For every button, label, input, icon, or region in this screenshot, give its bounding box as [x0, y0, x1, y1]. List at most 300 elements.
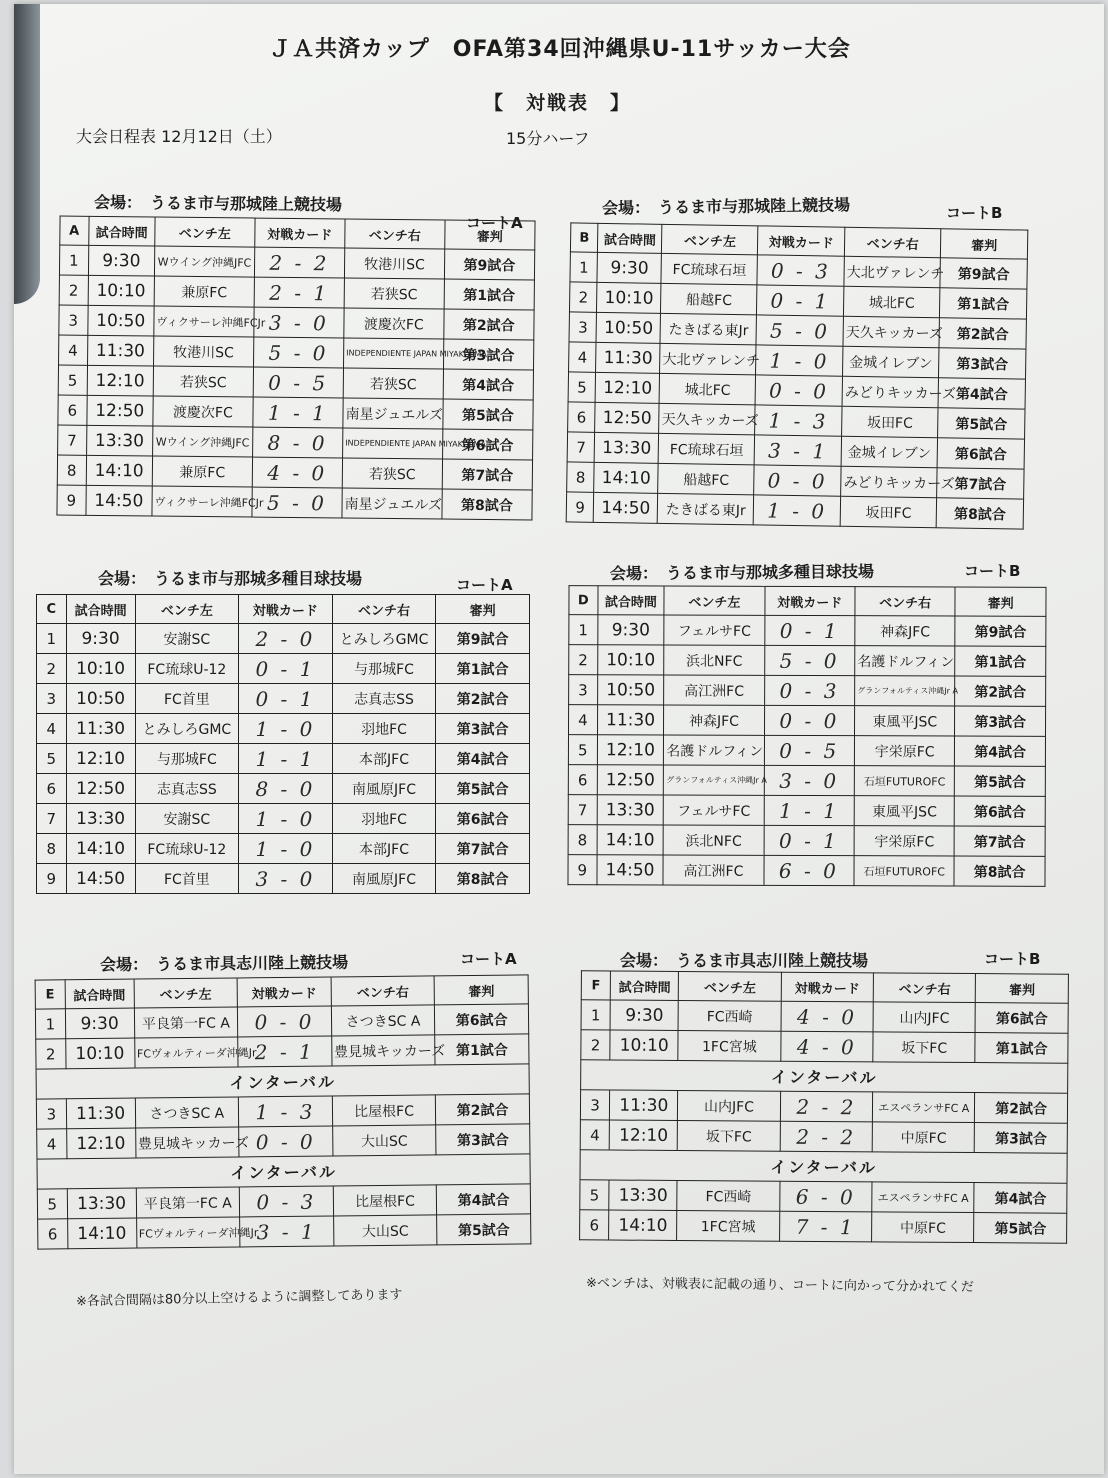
referee-assignment: 第5試合: [938, 408, 1025, 439]
court-label-c: コートA: [456, 576, 513, 594]
bench-left-team: とみしろGMC: [135, 714, 239, 744]
bench-left-team: さつきSC A: [135, 1097, 239, 1128]
table-row: [569, 645, 1046, 677]
match-number: 6: [58, 395, 87, 425]
schedule-table-a: [56, 216, 535, 521]
match-time: 11:30: [66, 1098, 135, 1129]
column-header: 審判: [434, 975, 528, 1005]
match-number: 9: [568, 855, 597, 885]
column-header: 対戦カード: [237, 977, 331, 1007]
bench-right-team: 南星ジュエルズ: [343, 398, 443, 429]
bench-left-team: FCヴォルティーダ沖縄Jr: [134, 1037, 238, 1068]
venue-label-c: 会場： うるま市与那城多種目球技場: [98, 569, 363, 588]
referee-assignment: 第4試合: [955, 736, 1046, 766]
match-score: 1 - 0: [239, 714, 333, 744]
match-score: 7 - 1: [779, 1211, 872, 1242]
referee-assignment: 第4試合: [437, 1184, 531, 1215]
referee-assignment: 第9試合: [940, 258, 1027, 289]
bench-right-team: さつきSC A: [331, 1005, 435, 1036]
referee-assignment: 第3試合: [975, 1123, 1068, 1154]
bench-right-team: 比屋根FC: [332, 1095, 436, 1126]
match-number: 6: [568, 402, 596, 432]
match-score: 0 - 1: [757, 285, 844, 316]
match-time: 14:50: [66, 864, 135, 894]
match-number: 5: [58, 365, 87, 395]
column-header: ベンチ右: [332, 595, 436, 624]
match-score: 2 - 0: [239, 624, 333, 654]
bench-right-team: 比屋根FC: [333, 1185, 437, 1216]
table-header-row: [37, 595, 530, 624]
match-number: 2: [569, 282, 597, 312]
bench-right-team: 石垣FUTUROFC: [854, 856, 954, 886]
referee-assignment: 第4試合: [974, 1183, 1067, 1214]
match-number: 8: [568, 825, 597, 855]
bench-right-team: みどりキッカーズ: [842, 376, 938, 408]
match-number: 2: [37, 654, 67, 684]
bench-right-team: エスペランサFC A: [873, 1092, 975, 1123]
match-time: 11:30: [597, 705, 664, 735]
column-header: ベンチ右: [345, 219, 445, 249]
match-time: 9:30: [65, 1008, 134, 1039]
table-row: [37, 714, 530, 744]
table-row: [37, 834, 530, 864]
match-number: 8: [57, 455, 86, 485]
court-label-b: コートB: [946, 204, 1003, 222]
match-time: 12:10: [66, 1128, 135, 1159]
bench-left-team: 城北FC: [659, 373, 755, 405]
bench-left-team: 与那城FC: [135, 744, 239, 774]
table-header-row: [569, 586, 1046, 617]
referee-assignment: 第2試合: [436, 684, 530, 714]
referee-assignment: 第4試合: [938, 378, 1025, 409]
match-time: 12:50: [86, 395, 153, 426]
block-id: D: [569, 586, 598, 615]
match-time: 14:10: [66, 834, 135, 864]
bench-left-team: 名護ドルフィン: [664, 735, 764, 765]
bench-right-team: 宇栄原FC: [855, 736, 955, 766]
bench-left-team: 浜北NFC: [663, 825, 763, 855]
interval-label: インターバル: [581, 1060, 1068, 1093]
referee-assignment: 第9試合: [955, 616, 1046, 646]
venue-label-b: 会場： うるま市与那城陸上競技場: [601, 195, 851, 218]
column-header: 試合時間: [65, 979, 134, 1009]
referee-assignment: 第3試合: [955, 706, 1046, 736]
bench-right-team: 坂田FC: [842, 406, 938, 438]
match-score: 0 - 1: [764, 615, 855, 645]
table-row: [37, 744, 530, 774]
match-time: 13:30: [86, 425, 153, 456]
bench-left-team: 兼原FC: [154, 276, 254, 307]
referee-assignment: 第7試合: [442, 459, 533, 490]
referee-assignment: 第1試合: [436, 654, 530, 684]
bench-left-team: 兼原FC: [152, 456, 252, 487]
bench-left-team: 船越FC: [658, 463, 754, 495]
bench-left-team: 安謝SC: [135, 804, 239, 834]
match-number: 5: [568, 735, 597, 765]
table-row: [57, 455, 532, 490]
match-number: 5: [580, 1180, 609, 1210]
referee-assignment: 第3試合: [939, 348, 1026, 379]
table-row: [37, 654, 530, 684]
schedule-table-d: [567, 585, 1046, 887]
bench-left-team: 平良第一FC A: [136, 1187, 240, 1218]
column-header: 試合時間: [610, 971, 678, 1000]
half-time-note: 15分ハーフ: [506, 129, 590, 148]
bench-right-team: 金城イレブン: [843, 346, 939, 378]
match-time: 14:10: [609, 1210, 677, 1240]
table-row: [568, 735, 1045, 767]
bench-right-team: 与那城FC: [332, 654, 436, 684]
match-number: 5: [568, 372, 596, 402]
bench-right-team: とみしろGMC: [332, 624, 436, 654]
referee-assignment: 第1試合: [955, 646, 1046, 676]
table-row: [568, 855, 1045, 887]
referee-assignment: 第6試合: [954, 796, 1045, 826]
venue-label-f: 会場： うるま市具志川陸上競技場: [620, 951, 869, 970]
table-row: [58, 395, 533, 430]
table-row: [568, 795, 1045, 827]
match-time: 13:30: [597, 795, 664, 825]
table-row: [581, 1030, 1068, 1063]
bench-left-team: FC琉球U-12: [135, 654, 239, 684]
match-time: 9:30: [597, 615, 664, 645]
match-score: 6 - 0: [764, 855, 855, 885]
match-score: 4 - 0: [780, 1031, 873, 1062]
bench-left-team: Wウイング沖縄JFC: [153, 426, 253, 457]
match-time: 12:50: [595, 402, 659, 433]
referee-assignment: 第7試合: [937, 468, 1024, 499]
referee-assignment: 第8試合: [936, 498, 1023, 529]
match-score: 0 - 0: [755, 375, 842, 406]
column-header: 試合時間: [66, 595, 135, 624]
referee-assignment: 第8試合: [436, 864, 530, 894]
column-header: 審判: [445, 220, 536, 250]
schedule-table-e: [35, 974, 532, 1249]
match-time: 10:50: [596, 312, 660, 343]
referee-assignment: 第3試合: [436, 714, 530, 744]
bench-left-team: 天久キッカーズ: [659, 403, 755, 435]
bench-right-team: 東風平JSC: [855, 706, 955, 736]
bench-right-team: 石垣FUTUROFC: [854, 766, 954, 796]
bench-right-team: INDEPENDIENTE JAPAN MIYAKOJIMA: [343, 428, 443, 459]
match-time: 11:30: [596, 342, 660, 373]
match-number: 7: [58, 425, 87, 455]
interval-label: インターバル: [37, 1154, 530, 1189]
table-row: [580, 1210, 1067, 1243]
table-row: [57, 485, 532, 520]
match-time: 10:10: [597, 282, 661, 313]
interval-label: インターバル: [580, 1150, 1067, 1183]
table-row: [59, 305, 534, 340]
schedule-sheet: [14, 4, 1104, 1474]
match-score: 5 - 0: [764, 645, 855, 675]
match-score: 1 - 0: [239, 804, 333, 834]
match-time: 12:50: [66, 774, 135, 804]
bench-left-team: 高江洲FC: [664, 675, 764, 705]
match-time: 9:30: [597, 252, 661, 283]
bench-left-team: 船越FC: [661, 283, 757, 315]
match-score: 0 - 5: [764, 735, 855, 765]
bench-right-team: 中原FC: [872, 1122, 974, 1153]
block-id: A: [60, 216, 89, 245]
schedule-date: 大会日程表 12月12日（土）: [76, 127, 282, 146]
match-time: 14:50: [597, 855, 664, 885]
match-time: 9:30: [66, 624, 135, 654]
column-header: 試合時間: [88, 216, 155, 246]
table-row: [59, 335, 534, 370]
match-number: 3: [580, 1090, 609, 1120]
binder-edge: [14, 4, 40, 304]
bench-right-team: 牧港川SC: [344, 248, 444, 279]
page-subtitle: 【 対戦表 】: [484, 92, 632, 114]
schedule-table-b: [566, 222, 1029, 529]
match-time: 12:10: [597, 735, 664, 765]
bench-right-team: 天久キッカーズ: [843, 316, 939, 348]
match-number: 7: [568, 795, 597, 825]
match-time: 9:30: [88, 245, 155, 276]
interval-label: インターバル: [36, 1064, 529, 1099]
court-label-a: コートA: [466, 214, 523, 232]
match-time: 10:10: [66, 654, 135, 684]
column-header: 対戦カード: [758, 226, 845, 256]
table-row: [59, 275, 534, 310]
bench-left-team: 高江洲FC: [663, 855, 763, 885]
bench-right-team: 山内JFC: [873, 1002, 975, 1033]
referee-assignment: 第2試合: [975, 1093, 1068, 1124]
match-number: 2: [569, 645, 598, 675]
referee-assignment: 第3試合: [436, 1124, 530, 1155]
match-score: 2 - 2: [780, 1121, 873, 1152]
referee-assignment: 第5試合: [437, 1214, 531, 1245]
bench-right-team: 羽地FC: [332, 804, 436, 834]
bench-right-team: 坂田FC: [840, 496, 936, 528]
table-row: [37, 864, 530, 894]
match-number: 9: [37, 864, 67, 894]
bench-left-team: FC琉球U-12: [135, 834, 239, 864]
match-score: 0 - 5: [253, 367, 344, 398]
match-score: 5 - 0: [252, 487, 343, 518]
match-score: 0 - 3: [757, 255, 844, 286]
bench-left-team: 志真志SS: [135, 774, 239, 804]
bench-left-team: 若狭SC: [153, 366, 253, 397]
match-number: 3: [37, 684, 67, 714]
table-row: [569, 675, 1046, 707]
match-number: 4: [580, 1120, 609, 1150]
match-score: 0 - 0: [238, 1006, 332, 1037]
match-number: 2: [36, 1039, 66, 1069]
bench-left-team: 大北ヴァレンチ: [660, 343, 756, 375]
bench-right-team: みどりキッカーズ: [841, 466, 937, 498]
match-score: 1 - 0: [754, 495, 841, 526]
match-number: 6: [38, 1219, 68, 1249]
match-time: 13:30: [66, 804, 135, 834]
match-number: 3: [569, 312, 597, 342]
match-number: 3: [36, 1099, 66, 1129]
referee-assignment: 第7試合: [954, 826, 1045, 856]
block-id: F: [581, 971, 610, 1000]
referee-assignment: 第5試合: [436, 774, 530, 804]
match-number: 6: [580, 1210, 609, 1240]
venue-label-a: 会場： うるま市与那城陸上競技場: [93, 192, 343, 215]
bench-left-team: フェルサFC: [664, 615, 764, 645]
match-number: 4: [59, 335, 88, 365]
column-header: ベンチ左: [134, 978, 238, 1008]
referee-assignment: 第8試合: [954, 856, 1045, 886]
table-row: [568, 825, 1045, 857]
match-score: 2 - 1: [254, 277, 345, 308]
court-label-e: コートA: [460, 950, 517, 968]
match-time: 9:30: [610, 1000, 678, 1030]
column-header: ベンチ左: [679, 971, 781, 1001]
bench-right-team: 本部JFC: [332, 834, 436, 864]
referee-assignment: 第1試合: [444, 279, 535, 310]
bench-left-team: Wウイング沖縄JFC: [154, 246, 254, 277]
bench-right-team: 宇栄原FC: [854, 826, 954, 856]
referee-assignment: 第5試合: [443, 399, 534, 430]
column-header: 試合時間: [598, 586, 665, 615]
match-time: 13:30: [67, 1188, 136, 1219]
match-number: 1: [569, 615, 598, 645]
match-number: 4: [569, 342, 597, 372]
match-time: 11:30: [66, 714, 135, 744]
bench-right-team: 大北ヴァレンチ: [844, 256, 940, 288]
column-header: ベンチ左: [135, 595, 239, 624]
match-time: 11:30: [87, 335, 154, 366]
match-score: 0 - 1: [239, 684, 333, 714]
referee-assignment: 第5試合: [974, 1213, 1067, 1244]
bench-right-team: 神森JFC: [855, 616, 955, 646]
referee-assignment: 第6試合: [442, 429, 533, 460]
match-time: 10:10: [610, 1030, 678, 1060]
bench-left-team: FC西崎: [678, 1000, 780, 1031]
match-score: 3 - 0: [764, 765, 855, 795]
match-time: 12:10: [66, 744, 135, 774]
match-number: 1: [570, 252, 598, 282]
schedule-table-c: [36, 594, 530, 894]
referee-assignment: 第9試合: [444, 249, 535, 280]
match-score: 2 - 1: [238, 1036, 332, 1067]
referee-assignment: 第6試合: [436, 804, 530, 834]
bench-right-team: 南風原JFC: [332, 774, 436, 804]
bench-right-team: 渡慶次FC: [344, 308, 444, 339]
bench-right-team: 若狭SC: [344, 278, 444, 309]
bench-left-team: FCヴォルティーダ沖縄Jr: [136, 1217, 240, 1248]
venue-label-d: 会場： うるま市与那城多種目球技場: [609, 561, 875, 584]
venue-label-e: 会場： うるま市具志川陸上競技場: [99, 952, 349, 975]
bench-left-team: たきばる東Jr: [660, 313, 756, 345]
court-label-f: コートB: [984, 950, 1041, 968]
bench-left-team: 山内JFC: [678, 1090, 780, 1121]
match-number: 1: [581, 1000, 610, 1030]
interval-row: [581, 1060, 1068, 1093]
match-score: 3 - 0: [239, 864, 333, 894]
table-row: [566, 492, 1023, 529]
referee-assignment: 第6試合: [975, 1003, 1068, 1034]
match-number: 8: [37, 834, 67, 864]
bench-left-team: ヴィクサーレ沖縄FCJr: [154, 306, 254, 337]
bench-right-team: 坂下FC: [873, 1032, 975, 1063]
match-time: 10:10: [88, 275, 155, 306]
match-score: 4 - 0: [252, 457, 343, 488]
bench-right-team: 若狭SC: [342, 458, 442, 489]
column-header: 審判: [976, 974, 1069, 1004]
match-number: 4: [569, 705, 598, 735]
bench-right-team: 本部JFC: [332, 744, 436, 774]
match-score: 3 - 1: [754, 435, 841, 466]
match-number: 3: [569, 675, 598, 705]
table-row: [580, 1090, 1067, 1123]
column-header: ベンチ右: [855, 587, 955, 616]
bench-right-team: 志真志SS: [332, 684, 436, 714]
match-number: 4: [37, 1129, 67, 1159]
interval-row: [580, 1150, 1067, 1183]
match-time: 11:30: [610, 1090, 678, 1120]
match-time: 13:30: [609, 1180, 677, 1210]
bench-left-team: フェルサFC: [664, 795, 764, 825]
match-time: 10:50: [66, 684, 135, 714]
match-score: 0 - 1: [764, 825, 855, 855]
bench-right-team: 中原FC: [872, 1212, 974, 1243]
match-time: 12:10: [595, 372, 659, 403]
column-header: 審判: [436, 595, 530, 624]
match-number: 7: [567, 432, 595, 462]
referee-assignment: 第3試合: [443, 339, 534, 370]
bench-right-team: 大山SC: [332, 1125, 436, 1156]
match-number: 1: [35, 1009, 65, 1039]
match-score: 1 - 0: [756, 345, 843, 376]
match-time: 14:10: [67, 1218, 136, 1249]
match-time: 12:10: [609, 1120, 677, 1150]
bench-right-team: 大山SC: [333, 1215, 437, 1246]
table-row: [569, 615, 1046, 647]
bench-left-team: 渡慶次FC: [153, 396, 253, 427]
match-number: 6: [568, 765, 597, 795]
bench-left-team: FC首里: [135, 684, 239, 714]
bench-left-team: 安謝SC: [135, 624, 239, 654]
bench-right-team: 名護ドルフィン: [855, 646, 955, 676]
bench-left-team: ヴィクサーレ沖縄FCJr: [152, 486, 252, 517]
match-score: 3 - 1: [240, 1216, 334, 1247]
match-number: 7: [37, 804, 67, 834]
bench-right-team: 城北FC: [844, 286, 940, 318]
match-time: 14:50: [85, 485, 152, 516]
column-header: 対戦カード: [239, 595, 333, 624]
match-time: 14:10: [594, 462, 658, 493]
match-score: 0 - 0: [239, 1126, 333, 1157]
referee-assignment: 第2試合: [444, 309, 535, 340]
match-time: 13:30: [595, 432, 659, 463]
column-header: ベンチ左: [662, 224, 758, 255]
bench-left-team: 牧港川SC: [154, 336, 254, 367]
match-score: 1 - 1: [764, 795, 855, 825]
table-row: [59, 245, 534, 280]
bench-right-team: INDEPENDIENTE JAPAN MIYAKOJIMA: [344, 338, 444, 369]
bench-left-team: たきばる東Jr: [658, 493, 754, 525]
match-number: 1: [59, 245, 88, 275]
referee-assignment: 第1試合: [435, 1034, 529, 1065]
match-score: 0 - 1: [239, 654, 333, 684]
bench-right-team: グランフォルティス沖縄Jr A: [855, 676, 955, 706]
bench-left-team: グランフォルティス沖縄Jr A: [664, 765, 764, 795]
match-score: 1 - 3: [755, 405, 842, 436]
table-row: [38, 1214, 531, 1249]
match-number: 9: [57, 485, 86, 515]
match-score: 0 - 0: [754, 465, 841, 496]
referee-assignment: 第2試合: [955, 676, 1046, 706]
referee-assignment: 第4試合: [436, 744, 530, 774]
match-score: 3 - 0: [254, 307, 345, 338]
footnote-bench: ※ベンチは、対戦表に記載の通り、コートに向かって分かれてくだ: [585, 1275, 974, 1296]
